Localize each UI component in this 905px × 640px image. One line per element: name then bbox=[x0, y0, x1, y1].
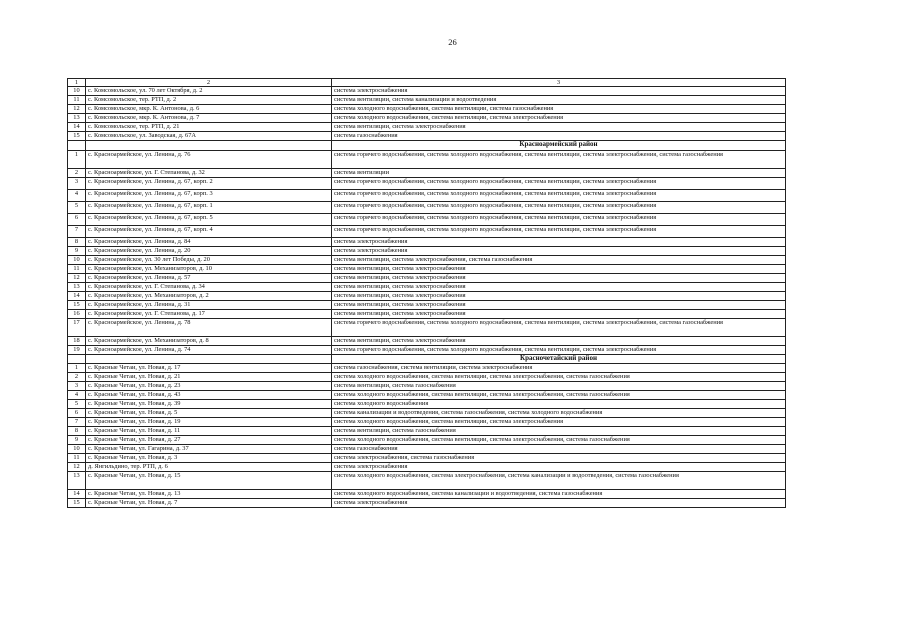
row-number: 15 bbox=[68, 132, 86, 141]
row-systems: система электроснабжения bbox=[332, 463, 786, 472]
district-title: Красноармейский район bbox=[332, 141, 786, 151]
row-number: 19 bbox=[68, 345, 86, 354]
row-number: 14 bbox=[68, 291, 86, 300]
row-systems: система вентиляции, система электроснабжения bbox=[332, 123, 786, 132]
table-row bbox=[68, 114, 786, 123]
row-number: 1 bbox=[68, 150, 86, 168]
table-row bbox=[68, 373, 786, 382]
row-address: с. Комсомольское, ул. Заводская, д. 67А bbox=[86, 132, 332, 141]
row-systems: система вентиляции, система электроснабжения bbox=[332, 264, 786, 273]
row-address: с. Красные Четаи, ул. Новая, д. 5 bbox=[86, 409, 332, 418]
row-number: 15 bbox=[68, 300, 86, 309]
column-header-address: 2 bbox=[86, 79, 332, 87]
row-number: 11 bbox=[68, 264, 86, 273]
table-row bbox=[68, 213, 786, 225]
row-address: с. Красноармейское, ул. Механизаторов, д. 2 bbox=[86, 291, 332, 300]
row-number: 8 bbox=[68, 427, 86, 436]
table-row bbox=[68, 309, 786, 318]
page-number: 26 bbox=[448, 37, 457, 47]
table-row bbox=[68, 445, 786, 454]
row-systems: система холодного водоснабжения, система вентиляции, система газоснабжения bbox=[332, 105, 786, 114]
table-row bbox=[68, 225, 786, 237]
row-number: 10 bbox=[68, 445, 86, 454]
table-row bbox=[68, 436, 786, 445]
row-systems: система электроснабжения bbox=[332, 246, 786, 255]
row-number: 2 bbox=[68, 373, 86, 382]
row-number: 13 bbox=[68, 114, 86, 123]
row-address: с. Красноармейское, ул. 30 лет Победы, д. 20 bbox=[86, 255, 332, 264]
row-address: с. Комсомольское, мкр. К. Антонова, д. 7 bbox=[86, 114, 332, 123]
table-row bbox=[68, 382, 786, 391]
row-address: с. Красноармейское, ул. Механизаторов, д. 8 bbox=[86, 336, 332, 345]
row-address: с. Комсомольское, ул. 70 лет Октября, д. 2 bbox=[86, 87, 332, 96]
row-address: д. Янгильдино, тер. РТП, д. 6 bbox=[86, 463, 332, 472]
row-number: 11 bbox=[68, 454, 86, 463]
table-row bbox=[68, 255, 786, 264]
row-number: 5 bbox=[68, 400, 86, 409]
row-number: 3 bbox=[68, 177, 86, 189]
row-address: с. Красноармейское, ул. Г. Степанова, д. 34 bbox=[86, 282, 332, 291]
row-number: 4 bbox=[68, 391, 86, 400]
section-title-row bbox=[68, 141, 786, 151]
table-row bbox=[68, 400, 786, 409]
row-systems: система горячего водоснабжения, система холодного водоснабжения, система вентиляции, система электроснабжения bbox=[332, 225, 786, 237]
row-systems: система горячего водоснабжения, система холодного водоснабжения, система вентиляции, система электроснабжения bbox=[332, 189, 786, 201]
row-number: 12 bbox=[68, 273, 86, 282]
table-row bbox=[68, 336, 786, 345]
row-address: с. Красноармейское, ул. Ленина, д. 31 bbox=[86, 300, 332, 309]
row-address: с. Красные Четаи, ул. Новая, д. 3 bbox=[86, 454, 332, 463]
row-address: с. Красноармейское, ул. Ленина, д. 57 bbox=[86, 273, 332, 282]
buildings-table bbox=[67, 78, 786, 508]
row-number: 9 bbox=[68, 436, 86, 445]
section-title-row bbox=[68, 354, 786, 364]
table-row bbox=[68, 264, 786, 273]
row-address: с. Красноармейское, ул. Ленина, д. 67, корп. 3 bbox=[86, 189, 332, 201]
row-number: 14 bbox=[68, 123, 86, 132]
table-row bbox=[68, 472, 786, 490]
table-row bbox=[68, 427, 786, 436]
row-address: с. Красные Четаи, ул. Новая, д. 13 bbox=[86, 490, 332, 499]
row-address: с. Красноармейское, ул. Ленина, д. 76 bbox=[86, 150, 332, 168]
row-address: с. Красноармейское, ул. Ленина, д. 67, корп. 4 bbox=[86, 225, 332, 237]
row-address: с. Красные Четаи, ул. Новая, д. 43 bbox=[86, 391, 332, 400]
row-systems: система холодного водоснабжения bbox=[332, 400, 786, 409]
row-number: 13 bbox=[68, 282, 86, 291]
row-systems: система газоснабжения, система вентиляции, система электроснабжения bbox=[332, 364, 786, 373]
row-address: с. Красноармейское, ул. Ленина, д. 74 bbox=[86, 345, 332, 354]
row-systems: система горячего водоснабжения, система холодного водоснабжения, система вентиляции, система электроснабжения bbox=[332, 345, 786, 354]
row-number: 15 bbox=[68, 499, 86, 508]
row-number: 7 bbox=[68, 225, 86, 237]
row-number: 12 bbox=[68, 105, 86, 114]
row-systems: система электроснабжения bbox=[332, 237, 786, 246]
row-address: с. Красноармейское, ул. Г. Степанова, д. 17 bbox=[86, 309, 332, 318]
row-systems: система холодного водоснабжения, система канализации и водоотведения, система газоснабжения bbox=[332, 490, 786, 499]
row-number: 8 bbox=[68, 237, 86, 246]
row-address: с. Комсомольское, тер. РТП, д. 2 bbox=[86, 96, 332, 105]
row-number: 11 bbox=[68, 96, 86, 105]
row-systems: система вентиляции, система электроснабжения bbox=[332, 300, 786, 309]
row-systems: система газоснабжения bbox=[332, 445, 786, 454]
table-row bbox=[68, 391, 786, 400]
row-systems: система вентиляции, система электроснабжения bbox=[332, 273, 786, 282]
row-number: 12 bbox=[68, 463, 86, 472]
row-systems: система электроснабжения bbox=[332, 499, 786, 508]
table-row bbox=[68, 345, 786, 354]
row-number: 9 bbox=[68, 246, 86, 255]
row-systems: система вентиляции, система газоснабжения bbox=[332, 427, 786, 436]
row-address: с. Красные Четаи, ул. Гагарина, д. 37 bbox=[86, 445, 332, 454]
row-number: 10 bbox=[68, 87, 86, 96]
table-row bbox=[68, 490, 786, 499]
row-systems: система холодного водоснабжения, система вентиляции, система электроснабжения, система газоснабжения bbox=[332, 373, 786, 382]
row-number: 18 bbox=[68, 336, 86, 345]
table-row bbox=[68, 454, 786, 463]
row-systems: система канализации и водоотведения, система газоснабжения, система холодного водоснабжения bbox=[332, 409, 786, 418]
table-row bbox=[68, 96, 786, 105]
row-number: 1 bbox=[68, 364, 86, 373]
row-address: с. Красные Четаи, ул. Новая, д. 19 bbox=[86, 418, 332, 427]
row-systems: система вентиляции, система электроснабжения bbox=[332, 291, 786, 300]
row-number: 3 bbox=[68, 382, 86, 391]
table-header-row bbox=[68, 79, 786, 87]
empty-cell bbox=[86, 354, 332, 364]
table-row bbox=[68, 273, 786, 282]
table-row bbox=[68, 105, 786, 114]
row-number: 17 bbox=[68, 318, 86, 336]
table-row bbox=[68, 123, 786, 132]
row-number: 10 bbox=[68, 255, 86, 264]
table-row bbox=[68, 87, 786, 96]
row-address: с. Красные Четаи, ул. Новая, д. 39 bbox=[86, 400, 332, 409]
row-address: с. Комсомольское, мкр. К. Антонова, д. 6 bbox=[86, 105, 332, 114]
row-number: 14 bbox=[68, 490, 86, 499]
row-number: 6 bbox=[68, 409, 86, 418]
row-address: с. Красноармейское, ул. Г. Степанова, д. 32 bbox=[86, 168, 332, 177]
column-header-systems: 3 bbox=[332, 79, 786, 87]
row-systems: система вентиляции, система электроснабжения, система газоснабжения bbox=[332, 255, 786, 264]
table-row bbox=[68, 189, 786, 201]
row-address: с. Красноармейское, ул. Ленина, д. 78 bbox=[86, 318, 332, 336]
empty-cell bbox=[68, 141, 86, 151]
table-row bbox=[68, 418, 786, 427]
row-address: с. Красные Четаи, ул. Новая, д. 7 bbox=[86, 499, 332, 508]
row-address: с. Комсомольское, тер. РТП, д. 21 bbox=[86, 123, 332, 132]
empty-cell bbox=[86, 141, 332, 151]
table-row bbox=[68, 201, 786, 213]
row-systems: система вентиляции, система электроснабжения bbox=[332, 282, 786, 291]
row-systems: система вентиляции, система газоснабжения bbox=[332, 382, 786, 391]
row-address: с. Красноармейское, ул. Ленина, д. 84 bbox=[86, 237, 332, 246]
table-row bbox=[68, 282, 786, 291]
row-address: с. Красноармейское, ул. Ленина, д. 67, корп. 1 bbox=[86, 201, 332, 213]
row-systems: система горячего водоснабжения, система холодного водоснабжения, система вентиляции, система электроснабжения, система газоснабжения bbox=[332, 318, 786, 336]
table-row bbox=[68, 168, 786, 177]
table-row bbox=[68, 318, 786, 336]
row-systems: система горячего водоснабжения, система холодного водоснабжения, система вентиляции, система электроснабжения bbox=[332, 201, 786, 213]
row-systems: система вентиляции bbox=[332, 168, 786, 177]
row-address: с. Красные Четаи, ул. Новая, д. 23 bbox=[86, 382, 332, 391]
row-address: с. Красные Четаи, ул. Новая, д. 27 bbox=[86, 436, 332, 445]
row-number: 16 bbox=[68, 309, 86, 318]
row-systems: система холодного водоснабжения, система вентиляции, система электроснабжения, система газоснабжения bbox=[332, 391, 786, 400]
row-systems: система горячего водоснабжения, система холодного водоснабжения, система вентиляции, система электроснабжения bbox=[332, 213, 786, 225]
table-row bbox=[68, 237, 786, 246]
table-row bbox=[68, 300, 786, 309]
table-row bbox=[68, 291, 786, 300]
row-number: 4 bbox=[68, 189, 86, 201]
row-address: с. Красноармейское, ул. Механизаторов, д. 10 bbox=[86, 264, 332, 273]
row-systems: система холодного водоснабжения, система вентиляции, система электроснабжения, система газоснабжения bbox=[332, 436, 786, 445]
row-systems: система электроснабжения, система газоснабжения bbox=[332, 454, 786, 463]
row-address: с. Красноармейское, ул. Ленина, д. 67, корп. 2 bbox=[86, 177, 332, 189]
row-address: с. Красноармейское, ул. Ленина, д. 67, корп. 5 bbox=[86, 213, 332, 225]
row-systems: система холодного водоснабжения, система вентиляции, система электроснабжения bbox=[332, 418, 786, 427]
row-number: 2 bbox=[68, 168, 86, 177]
table-body bbox=[68, 79, 786, 508]
row-address: с. Красные Четаи, ул. Новая, д. 17 bbox=[86, 364, 332, 373]
row-number: 7 bbox=[68, 418, 86, 427]
row-systems: система газоснабжения bbox=[332, 132, 786, 141]
row-address: с. Красные Четаи, ул. Новая, д. 11 bbox=[86, 427, 332, 436]
row-systems: система горячего водоснабжения, система холодного водоснабжения, система вентиляции, система электроснабжения, система газоснабжения bbox=[332, 150, 786, 168]
row-systems: система вентиляции, система электроснабжения bbox=[332, 336, 786, 345]
row-number: 13 bbox=[68, 472, 86, 490]
empty-cell bbox=[68, 354, 86, 364]
table-row bbox=[68, 246, 786, 255]
row-systems: система вентиляции, система канализации и водоотведения bbox=[332, 96, 786, 105]
row-systems: система холодного водоснабжения, система вентиляции, система электроснабжения bbox=[332, 114, 786, 123]
row-address: с. Красные Четаи, ул. Новая, д. 21 bbox=[86, 373, 332, 382]
row-systems: система вентиляции, система электроснабжения bbox=[332, 309, 786, 318]
row-address: с. Красноармейское, ул. Ленина, д. 20 bbox=[86, 246, 332, 255]
row-systems: система электроснабжения bbox=[332, 87, 786, 96]
table-row bbox=[68, 499, 786, 508]
row-systems: система холодного водоснабжения, система электроснабжения, система канализации и водоотведения, система газоснабжения bbox=[332, 472, 786, 490]
table-row bbox=[68, 364, 786, 373]
row-systems: система горячего водоснабжения, система холодного водоснабжения, система вентиляции, система электроснабжения bbox=[332, 177, 786, 189]
row-address: с. Красные Четаи, ул. Новая, д. 15 bbox=[86, 472, 332, 490]
table-row bbox=[68, 177, 786, 189]
column-header-number: 1 bbox=[68, 79, 86, 87]
table-row bbox=[68, 150, 786, 168]
table-row bbox=[68, 409, 786, 418]
table-row bbox=[68, 463, 786, 472]
table-row bbox=[68, 132, 786, 141]
district-title: Красночетайский район bbox=[332, 354, 786, 364]
row-number: 6 bbox=[68, 213, 86, 225]
row-number: 5 bbox=[68, 201, 86, 213]
